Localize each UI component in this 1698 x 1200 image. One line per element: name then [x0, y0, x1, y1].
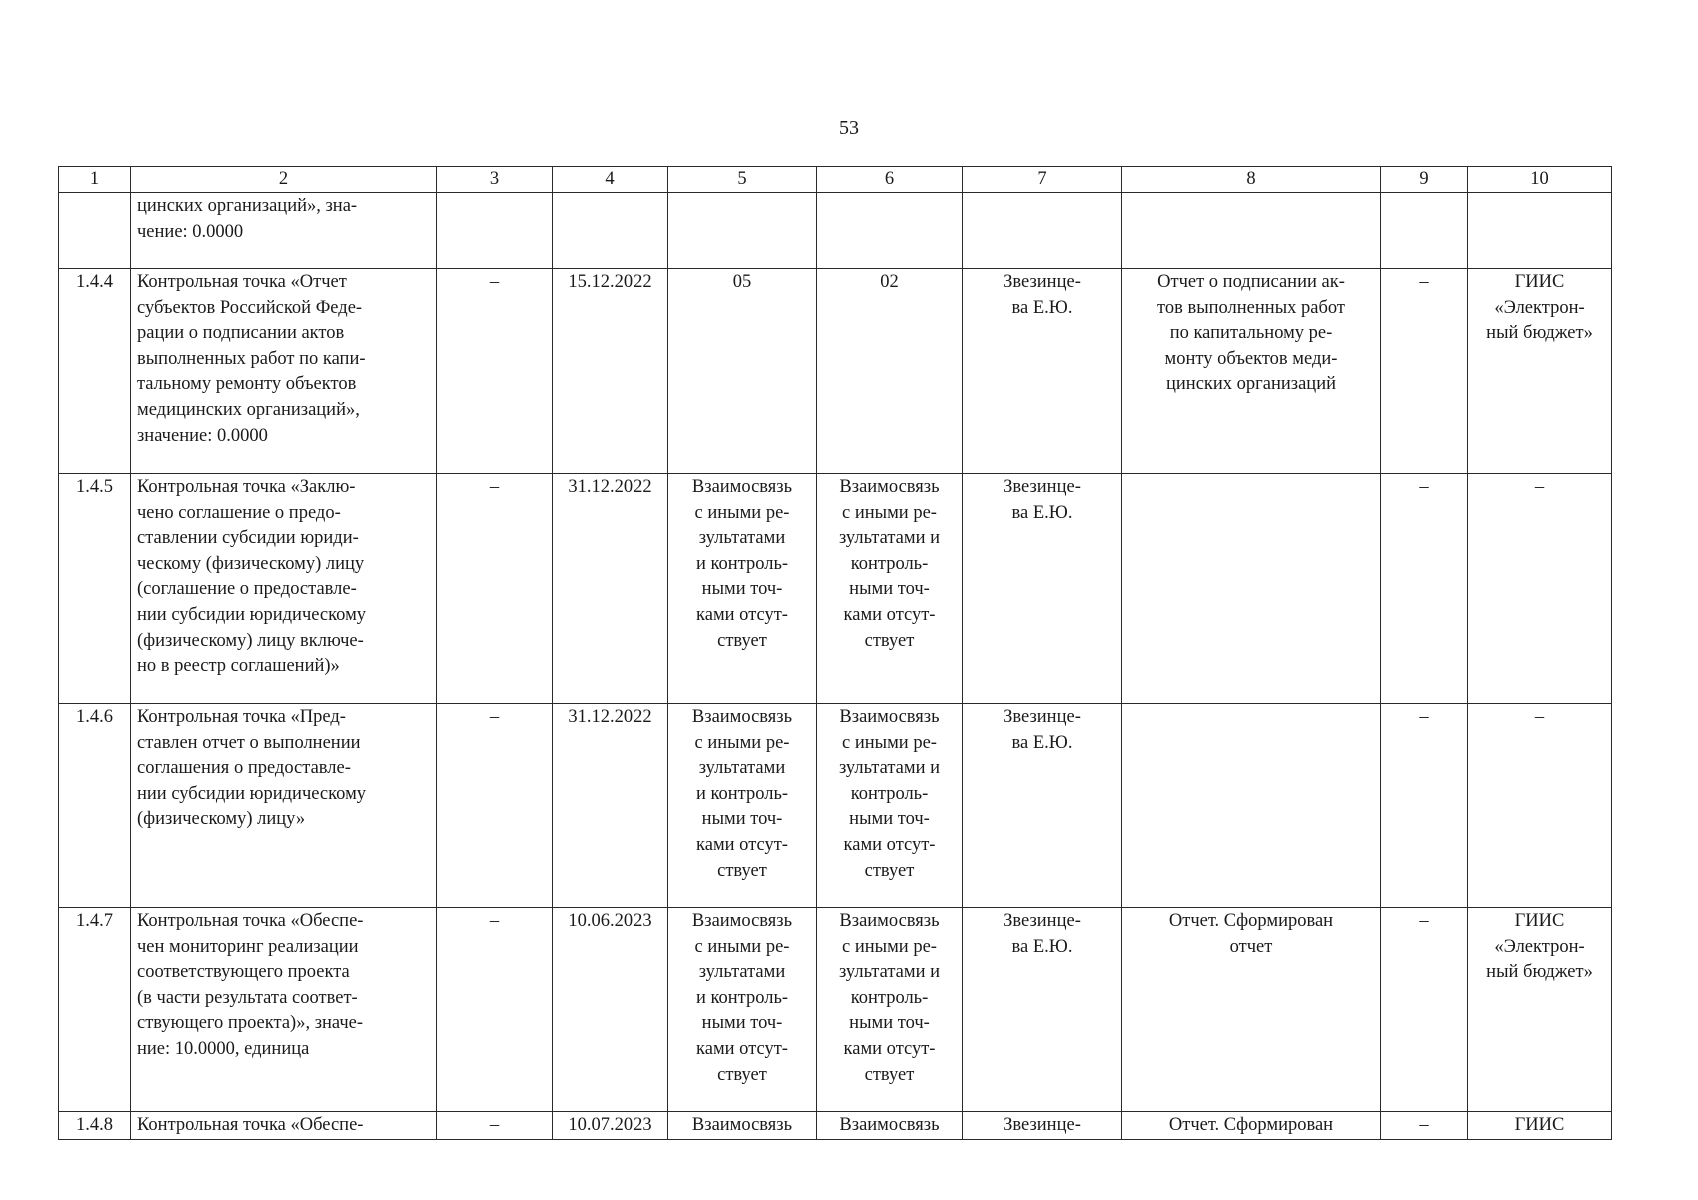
column-5-cell: Взаимосвязь с иными ре- зультатами и контроль- ными точ- ками отсут- ствует [668, 908, 817, 1112]
row-number-cell: 1.4.8 [59, 1112, 131, 1140]
responsible-cell: Звезинце- ва Е.Ю. [963, 474, 1122, 704]
column-9-cell [1381, 193, 1468, 269]
column-5-cell: Взаимосвязь [668, 1112, 817, 1140]
column-header: 1 [59, 167, 131, 193]
control-points-table [58, 166, 1612, 1140]
column-6-cell: 02 [817, 269, 963, 474]
date-cell: 10.06.2023 [553, 908, 668, 1112]
document-cell [1122, 474, 1381, 704]
row-number-cell: 1.4.4 [59, 269, 131, 474]
column-3-cell: – [437, 269, 553, 474]
system-cell: ГИИС «Электрон- ный бюджет» [1468, 908, 1612, 1112]
system-cell: ГИИС [1468, 1112, 1612, 1140]
column-5-cell: 05 [668, 269, 817, 474]
column-6-cell: Взаимосвязь с иными ре- зультатами и контроль- ными точ- ками отсут- ствует [817, 704, 963, 908]
column-header: 4 [553, 167, 668, 193]
table-row [59, 193, 1612, 269]
column-3-cell: – [437, 908, 553, 1112]
page-number: 53 [839, 117, 859, 139]
document-cell: Отчет. Сформирован [1122, 1112, 1381, 1140]
date-cell: 31.12.2022 [553, 474, 668, 704]
description-cell: Контрольная точка «Пред- ставлен отчет о выполнении соглашения о предоставле- нии субсидии юридическому (физическому) лицу» [131, 704, 437, 908]
column-9-cell: – [1381, 704, 1468, 908]
date-cell: 31.12.2022 [553, 704, 668, 908]
column-3-cell: – [437, 704, 553, 908]
document-cell: Отчет о подписании ак- тов выполненных работ по капитальному ре- монту объектов меди- цинских организаций [1122, 269, 1381, 474]
column-6-cell [817, 193, 963, 269]
description-cell: Контрольная точка «Обеспе- [131, 1112, 437, 1140]
column-header: 6 [817, 167, 963, 193]
column-6-cell: Взаимосвязь [817, 1112, 963, 1140]
document-cell [1122, 704, 1381, 908]
table-row [59, 704, 1612, 908]
description-cell: Контрольная точка «Отчет субъектов Российской Феде- рации о подписании актов выполненных работ по капи- тальному ремонту объектов медицинских организаций», значение: 0.0000 [131, 269, 437, 474]
responsible-cell: Звезинце- ва Е.Ю. [963, 908, 1122, 1112]
responsible-cell: Звезинце- ва Е.Ю. [963, 269, 1122, 474]
column-number-row [59, 167, 1612, 193]
table-row [59, 474, 1612, 704]
responsible-cell [963, 193, 1122, 269]
table-row [59, 269, 1612, 474]
description-cell: Контрольная точка «Обеспе- чен мониторинг реализации соответствующего проекта (в части результата соответ- ствующего проекта)», значе- ние: 10.0000, единица [131, 908, 437, 1112]
column-5-cell: Взаимосвязь с иными ре- зультатами и контроль- ными точ- ками отсут- ствует [668, 704, 817, 908]
column-9-cell: – [1381, 474, 1468, 704]
document-cell: Отчет. Сформирован отчет [1122, 908, 1381, 1112]
column-header: 5 [668, 167, 817, 193]
row-number-cell: 1.4.5 [59, 474, 131, 704]
column-3-cell: – [437, 1112, 553, 1140]
table-row [59, 908, 1612, 1112]
column-3-cell [437, 193, 553, 269]
system-cell: – [1468, 704, 1612, 908]
system-cell [1468, 193, 1612, 269]
column-5-cell [668, 193, 817, 269]
column-5-cell: Взаимосвязь с иными ре- зультатами и контроль- ными точ- ками отсут- ствует [668, 474, 817, 704]
row-number-cell: 1.4.7 [59, 908, 131, 1112]
column-6-cell: Взаимосвязь с иными ре- зультатами и контроль- ными точ- ками отсут- ствует [817, 908, 963, 1112]
column-3-cell: – [437, 474, 553, 704]
date-cell: 10.07.2023 [553, 1112, 668, 1140]
column-header: 3 [437, 167, 553, 193]
date-cell: 15.12.2022 [553, 269, 668, 474]
row-number-cell [59, 193, 131, 269]
date-cell [553, 193, 668, 269]
column-9-cell: – [1381, 908, 1468, 1112]
system-cell: – [1468, 474, 1612, 704]
column-header: 7 [963, 167, 1122, 193]
table-row [59, 1112, 1612, 1140]
column-9-cell: – [1381, 1112, 1468, 1140]
description-cell: Контрольная точка «Заклю- чено соглашение о предо- ставлении субсидии юриди- ческому (физическому) лицу (соглашение о предоставле- нии субсидии юридическому (физическому) лицу включе- но в реестр соглашений)» [131, 474, 437, 704]
column-header: 2 [131, 167, 437, 193]
column-header: 10 [1468, 167, 1612, 193]
column-9-cell: – [1381, 269, 1468, 474]
document-cell [1122, 193, 1381, 269]
column-header: 8 [1122, 167, 1381, 193]
responsible-cell: Звезинце- ва Е.Ю. [963, 704, 1122, 908]
description-cell: цинских организаций», зна- чение: 0.0000 [131, 193, 437, 269]
row-number-cell: 1.4.6 [59, 704, 131, 908]
column-header: 9 [1381, 167, 1468, 193]
column-6-cell: Взаимосвязь с иными ре- зультатами и контроль- ными точ- ками отсут- ствует [817, 474, 963, 704]
responsible-cell: Звезинце- [963, 1112, 1122, 1140]
system-cell: ГИИС «Электрон- ный бюджет» [1468, 269, 1612, 474]
